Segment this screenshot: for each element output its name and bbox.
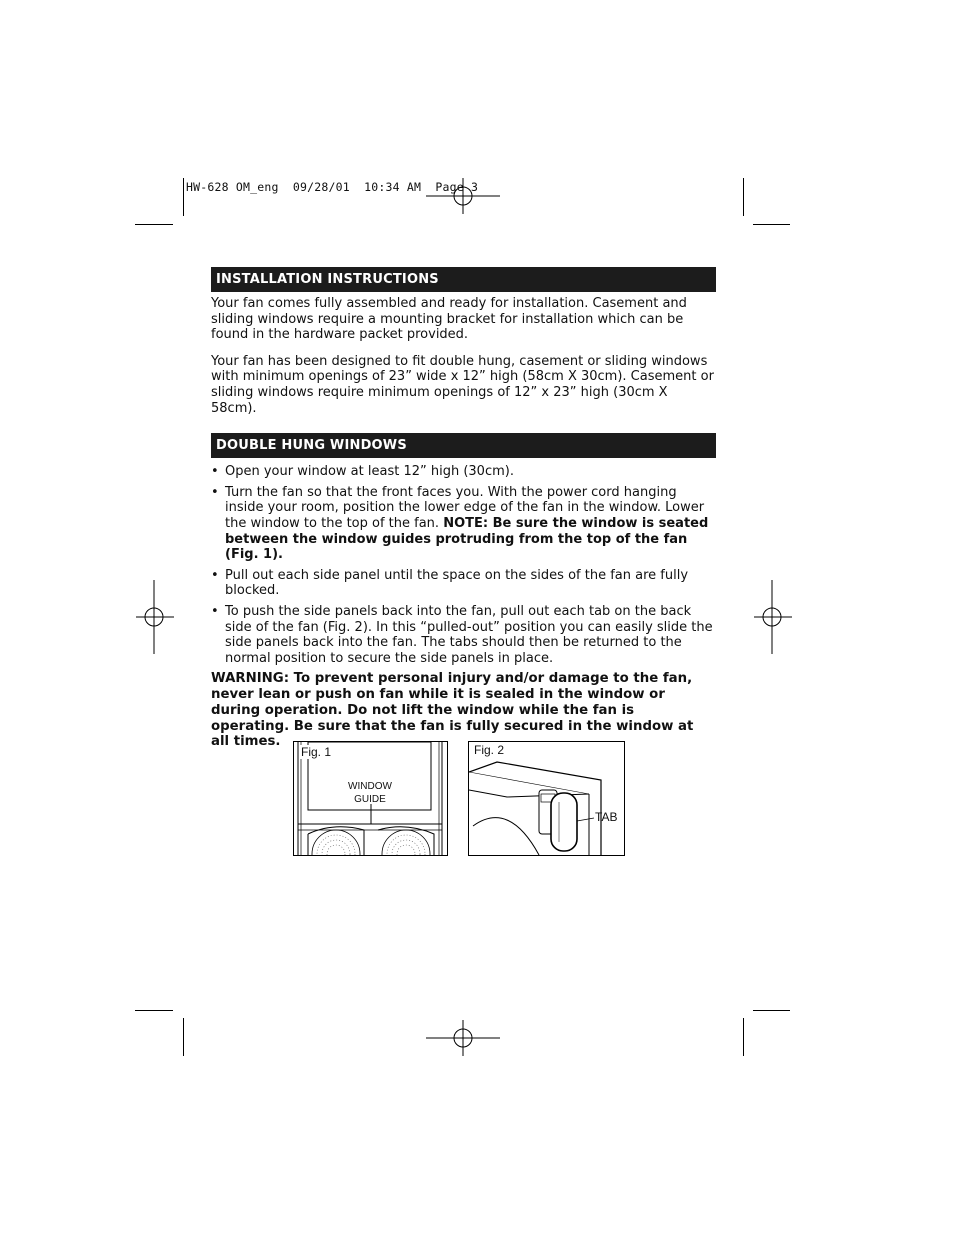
- figure-2: [468, 741, 625, 856]
- step-push-side-panels: • To push the side panels back into the fan, pull out each tab on the back side of the fan (Fig. 2). In this “pulled-out” position you can easily slide the side panels back into the fan. The tabs should then be returned to the normal position to secure the side panels in place.: [211, 604, 716, 666]
- figure-2-label: Fig. 2: [474, 743, 505, 757]
- registration-mark-right: [752, 578, 794, 656]
- tab-callout: TAB: [595, 810, 618, 824]
- figure-1-label: Fig. 1: [301, 745, 332, 759]
- double-hung-windows-header: DOUBLE HUNG WINDOWS: [211, 433, 716, 458]
- step-position-fan-note: NOTE: Be sure the window is seated between the window guides protruding from the top of the fan (Fig. 1).: [225, 515, 709, 563]
- installation-paragraph-1: Your fan comes fully assembled and ready for installation. Casement and sliding windows require a mounting bracket for installation which can be found in the hardware packet provided.: [211, 296, 687, 343]
- registration-mark-left: [134, 578, 176, 656]
- crop-mark: [743, 1018, 744, 1056]
- installation-paragraph-2: Your fan has been designed to fit double hung, casement or sliding windows with minimum openings of 23” wide x 12” high (58cm X 30cm). Casement or sliding windows require minimum openings of 12” x 23” high (30cm X 58cm).: [211, 353, 714, 416]
- registration-mark-top: [424, 176, 502, 216]
- installation-instructions-header: INSTALLATION INSTRUCTIONS: [211, 267, 716, 292]
- crop-mark: [135, 224, 173, 225]
- instructions-content: [211, 267, 716, 750]
- registration-mark-bottom: [424, 1018, 502, 1058]
- printer-slug-line: HW-628 OM_eng 09/28/01 10:34 AM Page 3: [186, 180, 479, 194]
- step-position-fan: [211, 485, 716, 563]
- crop-mark: [753, 224, 790, 225]
- window-guide-callout-line-1: WINDOW: [348, 781, 392, 792]
- double-hung-steps: [211, 464, 716, 666]
- crop-mark: [183, 1018, 184, 1056]
- window-guide-callout-line-2: GUIDE: [354, 794, 386, 805]
- safety-warning: WARNING: To prevent personal injury and/or damage to the fan, never lean or push on fan while it is sealed in the window or during operation. Do not lift the window while the fan is operating. Be sure that the fan is fully secured in the window at all times.: [211, 671, 694, 750]
- side-panel-tab-illustration: [469, 742, 624, 855]
- crop-mark: [753, 1010, 790, 1011]
- step-open-window: • Open your window at least 12” high (30cm).: [211, 464, 716, 480]
- figure-1: [293, 741, 448, 856]
- crop-mark: [183, 178, 184, 216]
- window-guide-callout: [332, 780, 408, 806]
- crop-mark: [135, 1010, 173, 1011]
- crop-mark: [743, 178, 744, 216]
- step-position-fan-text: Turn the fan so that the front faces you. With the power cord hanging inside your room, position the lower edge of the fan in the window. Lower the window to the top of the fan.: [225, 484, 705, 531]
- step-pull-side-panels: • Pull out each side panel until the space on the sides of the fan are fully blocked.: [211, 568, 716, 599]
